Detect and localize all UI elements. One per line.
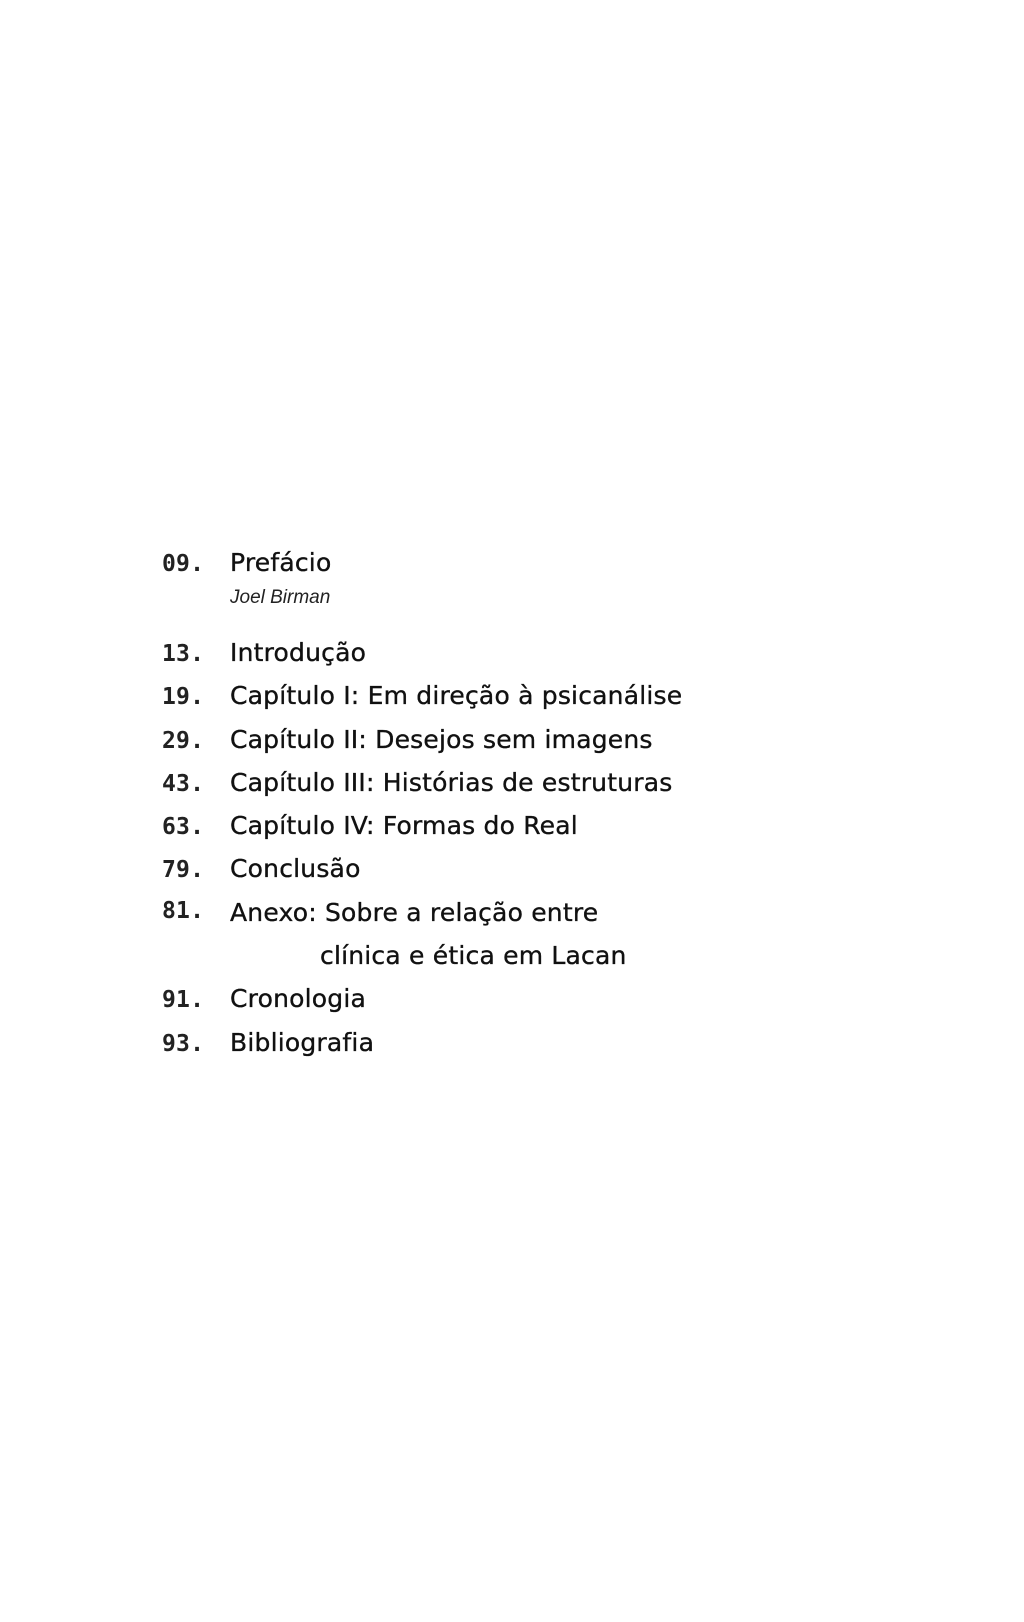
entry-title: Capítulo I: Em direção à psicanálise: [230, 681, 683, 711]
toc-entry: [162, 638, 922, 681]
entry-title-line-1: Anexo: Sobre a relação entre: [230, 897, 599, 927]
entry-title: Capítulo IV: Formas do Real: [230, 811, 578, 841]
toc-entry: [162, 1028, 922, 1071]
entry-title-line-2: clínica e ética em Lacan: [320, 941, 627, 971]
entry-title: Prefácio: [230, 548, 332, 577]
toc-entry-preface: [162, 548, 922, 584]
page-number: 63.: [162, 814, 205, 841]
page-number: 19.: [162, 684, 205, 711]
entry-title: Introdução: [230, 638, 367, 667]
toc-entry: [162, 725, 922, 768]
preface-author: Joel Birman: [230, 587, 331, 608]
toc-entry: [162, 768, 922, 811]
toc-entry: [162, 984, 922, 1027]
entry-title: Capítulo II: Desejos sem imagens: [230, 724, 653, 754]
page-number: 93.: [162, 1030, 205, 1057]
entry-title: Conclusão: [230, 854, 361, 884]
entry-title: Cronologia: [230, 984, 366, 1014]
page-number: 43.: [162, 770, 205, 797]
page-number: 13.: [162, 641, 205, 667]
page-number: 91.: [162, 987, 205, 1014]
entry-title-wrap: [230, 898, 627, 985]
page-number: 29.: [162, 727, 205, 754]
toc-entry-annex: [162, 898, 922, 985]
entry-title: Bibliografia: [230, 1027, 375, 1057]
page-number: 81.: [162, 897, 205, 924]
page-number: 79.: [162, 857, 205, 884]
toc-entry: [162, 681, 922, 724]
table-of-contents: [162, 548, 922, 1071]
page-number: 09.: [162, 551, 205, 577]
toc-entry: [162, 811, 922, 854]
toc-entry: [162, 854, 922, 897]
entry-title: Capítulo III: Histórias de estruturas: [230, 767, 673, 797]
